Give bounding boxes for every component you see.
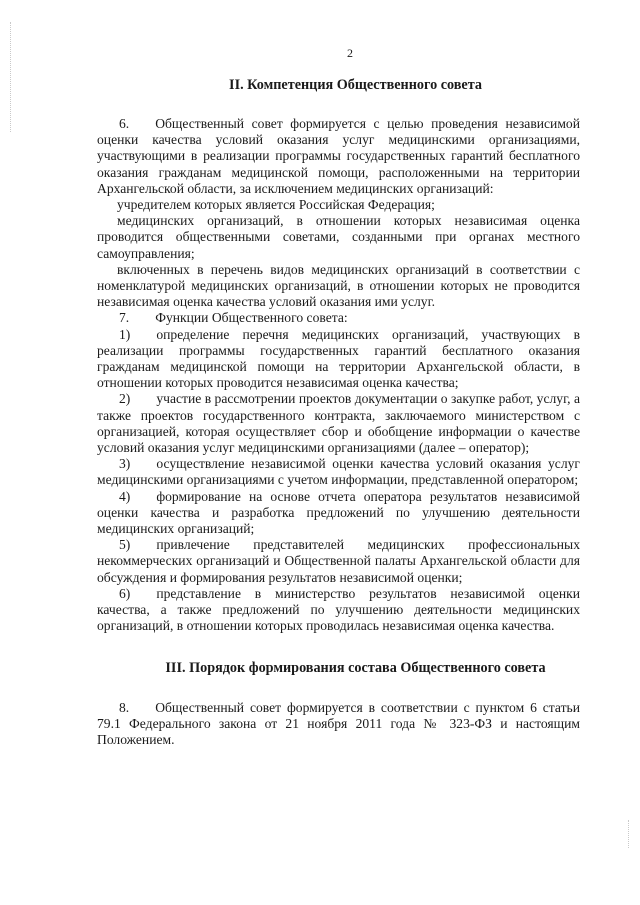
paragraph-8 — [97, 700, 580, 749]
paragraph-6 — [97, 116, 580, 197]
item-text: формирование на основе отчета оператора результатов независимой оценки качества и разработка предложений по улучшению деятельности медицинских организаций; — [97, 488, 580, 537]
item-text: участие в рассмотрении проектов документации о закупке работ, услуг, а также проектов государственного контракта, заключаемого министерством с организацией, которая осуществляет сбор и обобщение информации о качестве условий оказания услуг медицинскими организациями (далее – оператор); — [97, 391, 580, 456]
item-text: определение перечня медицинских организаций, участвующих в реализации программы государственных гарантий бесплатного оказания гражданам медицинской помощи на территории Архангельской области, в отношении которых проводится независимая оценка качества; — [97, 326, 580, 391]
item-number: 1) — [119, 326, 131, 342]
item-text: осуществление независимой оценки качества условий оказания услуг медицинскими организациями с учетом информации, представленной оператором; — [97, 456, 580, 488]
paragraph-number: 6. — [119, 116, 130, 131]
scan-margin-mark — [10, 22, 12, 132]
item-number: 2) — [119, 391, 131, 407]
function-item-1 — [97, 327, 580, 392]
paragraph-text: Общественный совет формируется с целью проведения независимой оценки качества условий оказания услуг медицинскими организациями, участвующими в реализации программы государственных гарантий бесплатного оказания гражданам медицинской помощи, расположенными на территории Архангельской области, за исключением медицинских организаций: — [97, 116, 580, 196]
function-item-6 — [97, 586, 580, 635]
section-2-heading: II. Компетенция Общественного совета — [229, 77, 482, 93]
exclusion-item: учредителем которых является Российская Федерация; — [117, 197, 435, 213]
page-number: 2 — [347, 46, 353, 60]
paragraph-text: Функции Общественного совета: — [155, 310, 348, 326]
exclusion-item: включенных в перечень видов медицинских организаций в соответствии с номенклатурой медицинских организаций, в отношении которых не проводится независимая оценка качества условий оказания ими услуг. — [97, 261, 580, 310]
paragraph-number: 7. — [119, 310, 130, 326]
function-item-2 — [97, 391, 580, 456]
section-2-body — [97, 116, 580, 635]
paragraph-number: 8. — [119, 699, 130, 715]
item-number: 4) — [119, 488, 131, 504]
scan-margin-mark — [628, 820, 630, 848]
item-number: 5) — [119, 537, 131, 553]
item-number: 6) — [119, 585, 131, 601]
item-text: привлечение представителей медицинских профессиональных некоммерческих организаций и Общественной палаты Архангельской области для обсуждения и формирования результатов независимой оценки; — [97, 537, 580, 585]
section-3-body — [97, 700, 580, 749]
item-number: 3) — [119, 456, 131, 472]
paragraph-7 — [97, 310, 580, 326]
item-text: представление в министерство результатов независимой оценки качества, а также предложений по улучшению деятельности медицинских организаций, в отношении которых проводилась независимая оценка качества. — [97, 585, 580, 634]
function-item-4 — [97, 489, 580, 538]
function-item-5 — [97, 537, 580, 586]
function-item-3 — [97, 456, 580, 488]
exclusion-item: медицинских организаций, в отношении которых независимая оценка проводится общественными советами, созданными при органах местного самоуправления; — [97, 213, 580, 261]
paragraph-text: Общественный совет формируется в соответствии с пунктом 6 статьи 79.1 Федерального закона от 21 ноября 2011 года № 323-ФЗ и настоящим Положением. — [97, 699, 580, 747]
document-body — [97, 70, 580, 748]
section-3-heading: III. Порядок формирования состава Общественного совета — [165, 659, 546, 676]
